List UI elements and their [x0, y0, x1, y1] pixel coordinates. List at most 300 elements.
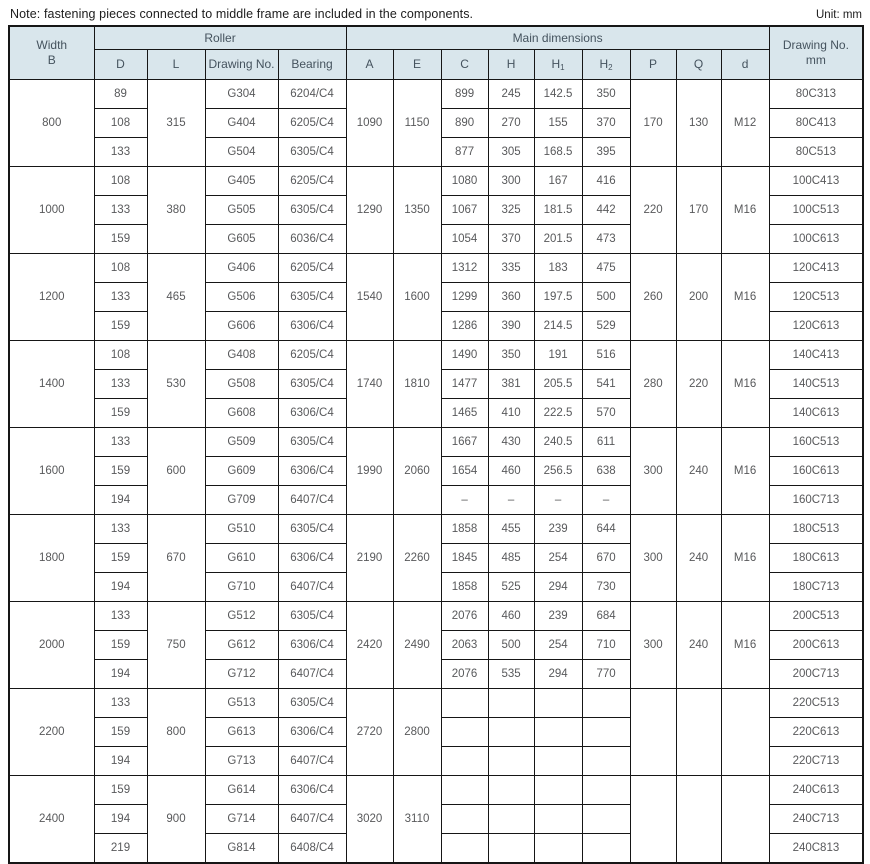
cell-h2: 475 [582, 254, 630, 283]
table-row [9, 776, 863, 805]
cell-h2: 529 [582, 312, 630, 341]
table-row [9, 689, 863, 718]
cell-bearing: 6306/C4 [278, 718, 346, 747]
cell-bearing: 6305/C4 [278, 370, 346, 399]
cell-q: 240 [676, 602, 721, 689]
cell-c: 1845 [441, 544, 488, 573]
cell-bearing: 6205/C4 [278, 167, 346, 196]
cell-drawing-no-mm: 200C713 [769, 660, 863, 689]
cell-h1: 168.5 [534, 138, 582, 167]
cell-d: 133 [94, 138, 147, 167]
header-col-drawing-no-: Drawing No. [205, 50, 278, 80]
cell-drawing-no-mm: 220C513 [769, 689, 863, 718]
cell-h: 460 [488, 457, 534, 486]
cell-drawing-no-mm: 240C713 [769, 805, 863, 834]
cell-drawing-no: G608 [205, 399, 278, 428]
cell-h2: 730 [582, 573, 630, 602]
cell-h1: 214.5 [534, 312, 582, 341]
cell-d: 194 [94, 747, 147, 776]
cell-c: 877 [441, 138, 488, 167]
cell-h1 [534, 776, 582, 805]
cell-drawing-no-mm: 200C613 [769, 631, 863, 660]
cell-drawing-no-mm: 180C513 [769, 515, 863, 544]
cell-c [441, 834, 488, 864]
cell-h2: 395 [582, 138, 630, 167]
cell-c: 2076 [441, 602, 488, 631]
header-width-b-line2: B [47, 53, 56, 67]
cell-bearing: 6306/C4 [278, 776, 346, 805]
cell-d: 159 [94, 544, 147, 573]
cell-a: 2420 [346, 602, 393, 689]
cell-drawing-no-mm: 160C713 [769, 486, 863, 515]
cell-h2: 670 [582, 544, 630, 573]
cell-drawing-no-mm: 220C613 [769, 718, 863, 747]
header-col-h1: $H_1$ [534, 50, 582, 80]
cell-q: 240 [676, 515, 721, 602]
cell-c: 2063 [441, 631, 488, 660]
cell-p: 170 [630, 80, 676, 167]
cell-drawing-no: G508 [205, 370, 278, 399]
cell-d: 159 [94, 457, 147, 486]
cell-p: 300 [630, 602, 676, 689]
cell-h1: 205.5 [534, 370, 582, 399]
cell-h1: 167 [534, 167, 582, 196]
cell-e: 3110 [393, 776, 441, 864]
cell-q: 220 [676, 341, 721, 428]
cell-width-b: 2400 [9, 776, 94, 864]
cell-drawing-no: G408 [205, 341, 278, 370]
cell-d: 159 [94, 312, 147, 341]
cell-drawing-no-mm: 180C613 [769, 544, 863, 573]
cell-bearing: 6205/C4 [278, 109, 346, 138]
header-col-d: d [721, 50, 769, 80]
cell-h2: 644 [582, 515, 630, 544]
cell-a: 1990 [346, 428, 393, 515]
table-row [9, 254, 863, 283]
header-col-d: D [94, 50, 147, 80]
cell-drawing-no: G510 [205, 515, 278, 544]
cell-h1: – [534, 486, 582, 515]
cell-h1: 294 [534, 660, 582, 689]
cell-h2: 350 [582, 80, 630, 109]
cell-d: 194 [94, 660, 147, 689]
cell-a: 1290 [346, 167, 393, 254]
cell-bearing: 6408/C4 [278, 834, 346, 864]
cell-c: 1654 [441, 457, 488, 486]
cell-c: 1858 [441, 515, 488, 544]
cell-d: 159 [94, 225, 147, 254]
cell-drawing-no: G404 [205, 109, 278, 138]
cell-drawing-no: G405 [205, 167, 278, 196]
cell-c: 1477 [441, 370, 488, 399]
cell-q [676, 689, 721, 776]
cell-h2 [582, 747, 630, 776]
cell-bearing: 6305/C4 [278, 196, 346, 225]
cell-h [488, 747, 534, 776]
cell-drawing-no: G406 [205, 254, 278, 283]
header-col-c: C [441, 50, 488, 80]
cell-d: 133 [94, 602, 147, 631]
cell-d: 194 [94, 486, 147, 515]
cell-drawing-no-mm: 80C413 [769, 109, 863, 138]
cell-h1: 191 [534, 341, 582, 370]
cell-bearing: 6306/C4 [278, 631, 346, 660]
cell-q: 170 [676, 167, 721, 254]
cell-bearing: 6305/C4 [278, 428, 346, 457]
cell-a: 1540 [346, 254, 393, 341]
header-col-e: E [393, 50, 441, 80]
cell-width-b: 2000 [9, 602, 94, 689]
cell-drawing-no: G605 [205, 225, 278, 254]
cell-h1: 294 [534, 573, 582, 602]
cell-p: 280 [630, 341, 676, 428]
cell-c: 1299 [441, 283, 488, 312]
cell-d-thread: M12 [721, 80, 769, 167]
cell-a: 1740 [346, 341, 393, 428]
cell-h1 [534, 747, 582, 776]
cell-h1 [534, 805, 582, 834]
cell-c: – [441, 486, 488, 515]
cell-p [630, 776, 676, 864]
cell-l: 380 [147, 167, 205, 254]
table-note: Note: fastening pieces connected to middle frame are included in the components. [10, 7, 474, 21]
cell-width-b: 800 [9, 80, 94, 167]
cell-d: 159 [94, 776, 147, 805]
cell-drawing-no-mm: 160C513 [769, 428, 863, 457]
cell-drawing-no-mm: 180C713 [769, 573, 863, 602]
cell-c: 890 [441, 109, 488, 138]
cell-l: 800 [147, 689, 205, 776]
cell-d: 108 [94, 167, 147, 196]
cell-d-thread [721, 689, 769, 776]
cell-h1: 222.5 [534, 399, 582, 428]
cell-h1: 197.5 [534, 283, 582, 312]
header-drawing-no-mm [769, 26, 863, 80]
cell-e: 2260 [393, 515, 441, 602]
cell-h2: 570 [582, 399, 630, 428]
cell-h2: 541 [582, 370, 630, 399]
top-bar [0, 0, 870, 25]
cell-h2: 370 [582, 109, 630, 138]
cell-d: 133 [94, 428, 147, 457]
cell-a: 2720 [346, 689, 393, 776]
cell-bearing: 6407/C4 [278, 805, 346, 834]
unit-label: Unit: mm [816, 9, 862, 21]
cell-h: 370 [488, 225, 534, 254]
cell-h [488, 718, 534, 747]
cell-drawing-no: G509 [205, 428, 278, 457]
cell-bearing: 6407/C4 [278, 573, 346, 602]
header-width-b [9, 26, 94, 80]
cell-drawing-no: G713 [205, 747, 278, 776]
cell-d: 194 [94, 573, 147, 602]
cell-drawing-no: G612 [205, 631, 278, 660]
table-row [9, 80, 863, 109]
cell-p: 220 [630, 167, 676, 254]
header-col-h2: $H_2$ [582, 50, 630, 80]
cell-d: 159 [94, 399, 147, 428]
header-col-bearing: Bearing [278, 50, 346, 80]
cell-c: 1490 [441, 341, 488, 370]
cell-h2: 416 [582, 167, 630, 196]
cell-l: 900 [147, 776, 205, 864]
cell-drawing-no-mm: 160C613 [769, 457, 863, 486]
cell-c: 1465 [441, 399, 488, 428]
cell-e: 1600 [393, 254, 441, 341]
cell-e: 2490 [393, 602, 441, 689]
table-row [9, 167, 863, 196]
cell-bearing: 6407/C4 [278, 660, 346, 689]
cell-drawing-no-mm: 120C413 [769, 254, 863, 283]
cell-bearing: 6407/C4 [278, 486, 346, 515]
cell-drawing-no: G613 [205, 718, 278, 747]
header-col-h: H [488, 50, 534, 80]
cell-h1: 155 [534, 109, 582, 138]
cell-width-b: 1800 [9, 515, 94, 602]
cell-h: – [488, 486, 534, 515]
cell-d: 219 [94, 834, 147, 864]
cell-p: 300 [630, 515, 676, 602]
cell-h2: 684 [582, 602, 630, 631]
cell-h2 [582, 834, 630, 864]
cell-drawing-no: G814 [205, 834, 278, 864]
cell-h1 [534, 689, 582, 718]
cell-a: 1090 [346, 80, 393, 167]
cell-c [441, 747, 488, 776]
cell-c: 1080 [441, 167, 488, 196]
header-col-q: Q [676, 50, 721, 80]
cell-h1: 239 [534, 602, 582, 631]
table-row [9, 602, 863, 631]
cell-drawing-no: G609 [205, 457, 278, 486]
cell-drawing-no: G606 [205, 312, 278, 341]
cell-h: 500 [488, 631, 534, 660]
cell-h: 410 [488, 399, 534, 428]
cell-bearing: 6305/C4 [278, 283, 346, 312]
cell-c: 1054 [441, 225, 488, 254]
cell-h: 430 [488, 428, 534, 457]
header-col-l: L [147, 50, 205, 80]
cell-d-thread: M16 [721, 167, 769, 254]
cell-drawing-no: G506 [205, 283, 278, 312]
cell-drawing-no: G710 [205, 573, 278, 602]
cell-l: 750 [147, 602, 205, 689]
cell-h2 [582, 805, 630, 834]
cell-h1 [534, 718, 582, 747]
cell-h: 455 [488, 515, 534, 544]
cell-drawing-no-mm: 240C813 [769, 834, 863, 864]
cell-h1: 201.5 [534, 225, 582, 254]
cell-d: 108 [94, 341, 147, 370]
cell-h1: 240.5 [534, 428, 582, 457]
cell-d: 159 [94, 631, 147, 660]
table-body [9, 80, 863, 864]
cell-h1: 142.5 [534, 80, 582, 109]
cell-q: 200 [676, 254, 721, 341]
header-width-b-line1: Width [36, 38, 68, 52]
cell-h: 335 [488, 254, 534, 283]
cell-bearing: 6407/C4 [278, 747, 346, 776]
cell-l: 600 [147, 428, 205, 515]
cell-drawing-no: G512 [205, 602, 278, 631]
cell-bearing: 6305/C4 [278, 138, 346, 167]
cell-width-b: 1600 [9, 428, 94, 515]
cell-d: 133 [94, 515, 147, 544]
cell-h2: 500 [582, 283, 630, 312]
cell-h [488, 689, 534, 718]
cell-h: 535 [488, 660, 534, 689]
cell-h: 325 [488, 196, 534, 225]
header-drawing-no-line2: mm [805, 53, 826, 67]
cell-h: 245 [488, 80, 534, 109]
cell-h [488, 805, 534, 834]
cell-h2: 770 [582, 660, 630, 689]
cell-d-thread: M16 [721, 428, 769, 515]
cell-c [441, 718, 488, 747]
cell-bearing: 6305/C4 [278, 689, 346, 718]
header-roller-group: Roller [94, 26, 346, 50]
cell-c: 899 [441, 80, 488, 109]
cell-h: 300 [488, 167, 534, 196]
cell-h1: 254 [534, 544, 582, 573]
cell-drawing-no-mm: 140C613 [769, 399, 863, 428]
cell-drawing-no-mm: 100C613 [769, 225, 863, 254]
cell-h [488, 834, 534, 864]
cell-bearing: 6306/C4 [278, 399, 346, 428]
cell-h2: 473 [582, 225, 630, 254]
cell-h2: 611 [582, 428, 630, 457]
cell-h1: 256.5 [534, 457, 582, 486]
cell-c [441, 776, 488, 805]
header-drawing-no-line1: Drawing No. [782, 38, 849, 52]
cell-drawing-no: G504 [205, 138, 278, 167]
cell-h: 360 [488, 283, 534, 312]
cell-drawing-no-mm: 240C613 [769, 776, 863, 805]
cell-d-thread: M16 [721, 515, 769, 602]
cell-h: 270 [488, 109, 534, 138]
table-header [9, 26, 863, 80]
cell-h2 [582, 776, 630, 805]
cell-drawing-no-mm: 100C413 [769, 167, 863, 196]
cell-d: 133 [94, 370, 147, 399]
cell-h2: 710 [582, 631, 630, 660]
cell-h: 390 [488, 312, 534, 341]
cell-p: 300 [630, 428, 676, 515]
cell-a: 2190 [346, 515, 393, 602]
cell-h1: 254 [534, 631, 582, 660]
cell-h: 350 [488, 341, 534, 370]
cell-d-thread: M16 [721, 341, 769, 428]
cell-h: 381 [488, 370, 534, 399]
cell-p [630, 689, 676, 776]
cell-width-b: 1400 [9, 341, 94, 428]
cell-e: 1150 [393, 80, 441, 167]
cell-h2: – [582, 486, 630, 515]
cell-h2: 516 [582, 341, 630, 370]
header-main-dimensions-group: Main dimensions [346, 26, 769, 50]
cell-bearing: 6306/C4 [278, 312, 346, 341]
cell-drawing-no-mm: 140C513 [769, 370, 863, 399]
cell-c: 2076 [441, 660, 488, 689]
cell-d: 133 [94, 283, 147, 312]
cell-bearing: 6205/C4 [278, 341, 346, 370]
cell-h: 485 [488, 544, 534, 573]
cell-d: 133 [94, 689, 147, 718]
cell-d: 133 [94, 196, 147, 225]
cell-c [441, 805, 488, 834]
cell-c [441, 689, 488, 718]
cell-d: 194 [94, 805, 147, 834]
cell-bearing: 6036/C4 [278, 225, 346, 254]
cell-d: 108 [94, 254, 147, 283]
cell-drawing-no: G709 [205, 486, 278, 515]
cell-c: 1312 [441, 254, 488, 283]
cell-d: 159 [94, 718, 147, 747]
header-col-a: A [346, 50, 393, 80]
cell-h1 [534, 834, 582, 864]
cell-q: 240 [676, 428, 721, 515]
cell-bearing: 6306/C4 [278, 544, 346, 573]
cell-width-b: 1000 [9, 167, 94, 254]
cell-h1: 183 [534, 254, 582, 283]
cell-l: 315 [147, 80, 205, 167]
cell-c: 1667 [441, 428, 488, 457]
cell-drawing-no: G614 [205, 776, 278, 805]
cell-drawing-no: G610 [205, 544, 278, 573]
cell-drawing-no: G712 [205, 660, 278, 689]
cell-a: 3020 [346, 776, 393, 864]
cell-drawing-no-mm: 100C513 [769, 196, 863, 225]
table-row [9, 515, 863, 544]
cell-width-b: 2200 [9, 689, 94, 776]
cell-drawing-no-mm: 80C313 [769, 80, 863, 109]
cell-bearing: 6305/C4 [278, 602, 346, 631]
cell-bearing: 6305/C4 [278, 515, 346, 544]
cell-h1: 239 [534, 515, 582, 544]
cell-h2: 638 [582, 457, 630, 486]
cell-drawing-no: G304 [205, 80, 278, 109]
cell-drawing-no: G505 [205, 196, 278, 225]
cell-h [488, 776, 534, 805]
cell-drawing-no-mm: 140C413 [769, 341, 863, 370]
cell-bearing: 6204/C4 [278, 80, 346, 109]
cell-d-thread: M16 [721, 254, 769, 341]
cell-bearing: 6306/C4 [278, 457, 346, 486]
cell-d: 108 [94, 109, 147, 138]
cell-e: 2060 [393, 428, 441, 515]
cell-width-b: 1200 [9, 254, 94, 341]
cell-h: 525 [488, 573, 534, 602]
cell-h: 305 [488, 138, 534, 167]
cell-l: 530 [147, 341, 205, 428]
header-col-p: P [630, 50, 676, 80]
cell-c: 1067 [441, 196, 488, 225]
cell-d-thread: M16 [721, 602, 769, 689]
cell-bearing: 6205/C4 [278, 254, 346, 283]
cell-l: 465 [147, 254, 205, 341]
cell-drawing-no-mm: 120C613 [769, 312, 863, 341]
cell-drawing-no-mm: 120C513 [769, 283, 863, 312]
table-row [9, 428, 863, 457]
cell-c: 1286 [441, 312, 488, 341]
cell-d: 89 [94, 80, 147, 109]
table-row [9, 341, 863, 370]
cell-h: 460 [488, 602, 534, 631]
cell-drawing-no: G513 [205, 689, 278, 718]
cell-drawing-no-mm: 220C713 [769, 747, 863, 776]
cell-drawing-no-mm: 80C513 [769, 138, 863, 167]
cell-e: 1350 [393, 167, 441, 254]
